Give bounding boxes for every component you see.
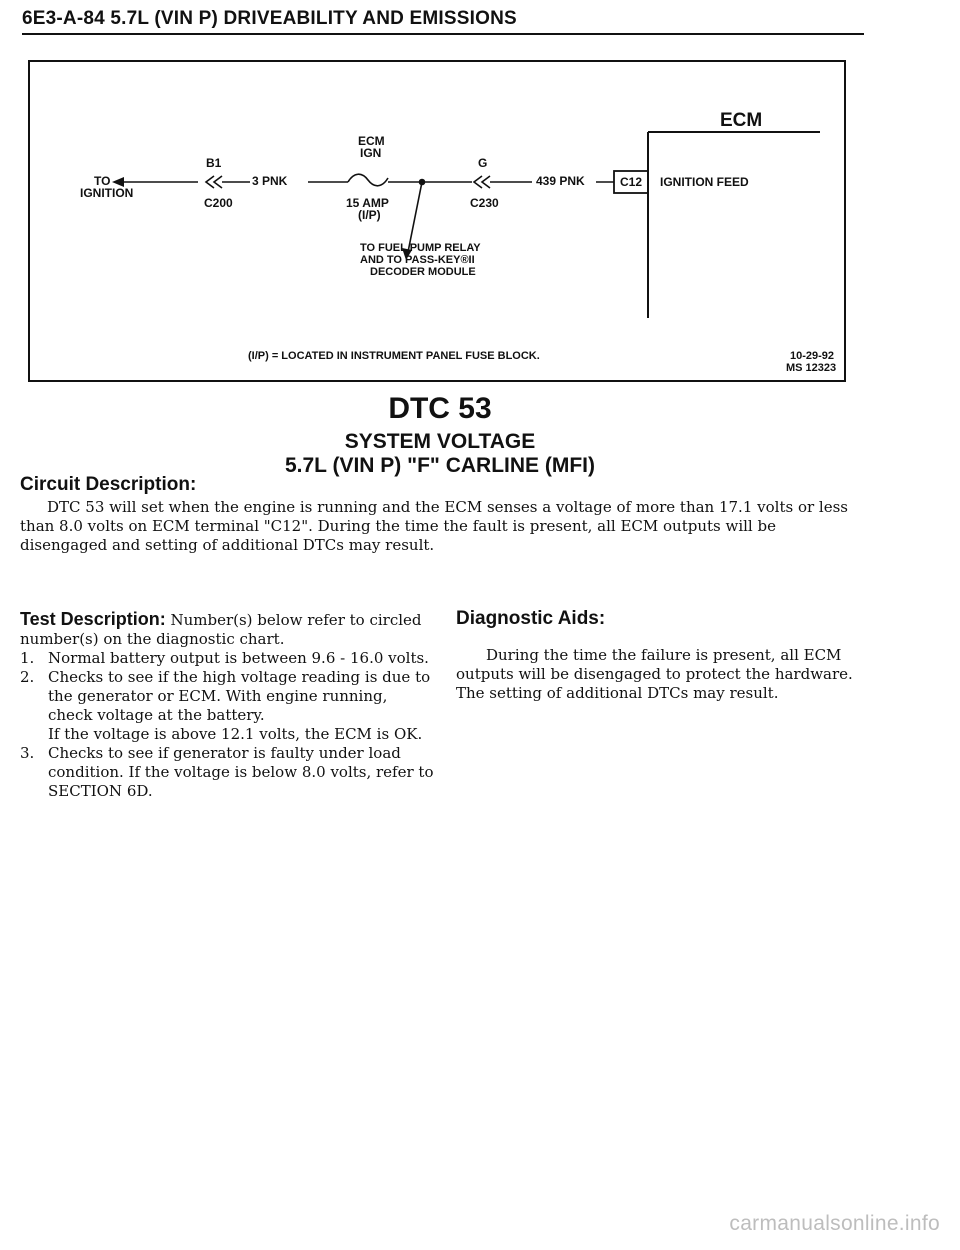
test-step-text: Checks to see if the high voltage reading is due to the generator or ECM. With engine running, check voltage at the battery. xyxy=(48,668,431,724)
connector-c230-label: C230 xyxy=(470,196,499,210)
test-step xyxy=(20,649,436,668)
terminal-c12-label: C12 xyxy=(620,175,643,189)
test-description-heading: Test Description: xyxy=(20,609,166,629)
circuit-description-heading: Circuit Description: xyxy=(20,474,197,495)
fuse-amp-label: 15 AMP xyxy=(346,196,389,210)
ecm-box-label: ECM xyxy=(720,110,763,131)
to-ignition-label-1: TO xyxy=(94,174,111,188)
relay-label-1: TO FUEL PUMP RELAY xyxy=(360,242,481,254)
test-description xyxy=(20,610,436,801)
header-rule xyxy=(22,33,864,35)
diagram-ms-number: MS 12323 xyxy=(786,362,837,374)
connector-c230-icon xyxy=(474,176,490,188)
test-description-intro: Number(s) below refer to circled number(s) on the diagnostic chart. xyxy=(20,611,422,648)
test-step-text: Checks to see if generator is faulty under load condition. If the voltage is below 8.0 volts, refer to SECTION 6D. xyxy=(48,744,434,800)
connector-b1-label: B1 xyxy=(206,156,222,170)
fuse-icon xyxy=(348,174,388,186)
page-title: 6E3-A-84 5.7L (VIN P) DRIVEABILITY AND EMISSIONS xyxy=(22,8,517,29)
dtc-subtitle: 5.7L (VIN P) "F" CARLINE (MFI) xyxy=(284,454,596,477)
relay-label-2: AND TO PASS-KEY®II xyxy=(360,254,475,266)
test-steps-list xyxy=(20,649,436,801)
connector-g-label: G xyxy=(478,156,488,170)
ignition-feed-label: IGNITION FEED xyxy=(660,175,749,189)
test-step xyxy=(20,668,436,744)
dtc-number: DTC 53 xyxy=(388,392,492,425)
test-step-number: 3. xyxy=(20,744,35,762)
circuit-description-body: DTC 53 will set when the engine is running and the ECM senses a voltage of more than 17.1 volts or less than 8.0 volts on ECM terminal "C12". During the time the fault is present, all ECM outputs will be disengaged and setting of additional DTCs may result. xyxy=(20,498,848,554)
test-step-number: 2. xyxy=(20,668,35,686)
site-watermark: carmanualsonline.info xyxy=(729,1212,940,1235)
ecm-ign-label-top: ECM xyxy=(358,134,385,148)
test-description-lead xyxy=(20,610,436,649)
diagnostic-aids-body: During the time the failure is present, all ECM outputs will be disengaged to protect the hardware. The setting of additional DTCs may result. xyxy=(456,646,853,702)
wire-3-pnk-label: 3 PNK xyxy=(252,174,288,188)
test-step-text: Normal battery output is between 9.6 - 16.0 volts. xyxy=(48,649,429,667)
ecm-ign-label-bottom: IGN xyxy=(360,146,382,160)
test-step-extra: If the voltage is above 12.1 volts, the ECM is OK. xyxy=(48,725,423,743)
wiring-diagram xyxy=(28,60,846,382)
connector-c200-icon xyxy=(206,176,222,188)
connector-c200-label: C200 xyxy=(204,196,233,210)
diagnostic-aids-heading: Diagnostic Aids: xyxy=(456,608,606,629)
relay-label-3: DECODER MODULE xyxy=(370,266,476,278)
fuse-location-label: (I/P) xyxy=(358,208,381,222)
diagram-footnote: (I/P) = LOCATED IN INSTRUMENT PANEL FUSE BLOCK. xyxy=(248,350,540,362)
wire-439-pnk-label: 439 PNK xyxy=(536,174,585,188)
to-ignition-label-2: IGNITION xyxy=(80,186,134,200)
dtc-title: SYSTEM VOLTAGE xyxy=(344,430,536,453)
diagram-date: 10-29-92 xyxy=(790,350,835,362)
test-step xyxy=(20,744,436,801)
test-step-number: 1. xyxy=(20,649,35,667)
